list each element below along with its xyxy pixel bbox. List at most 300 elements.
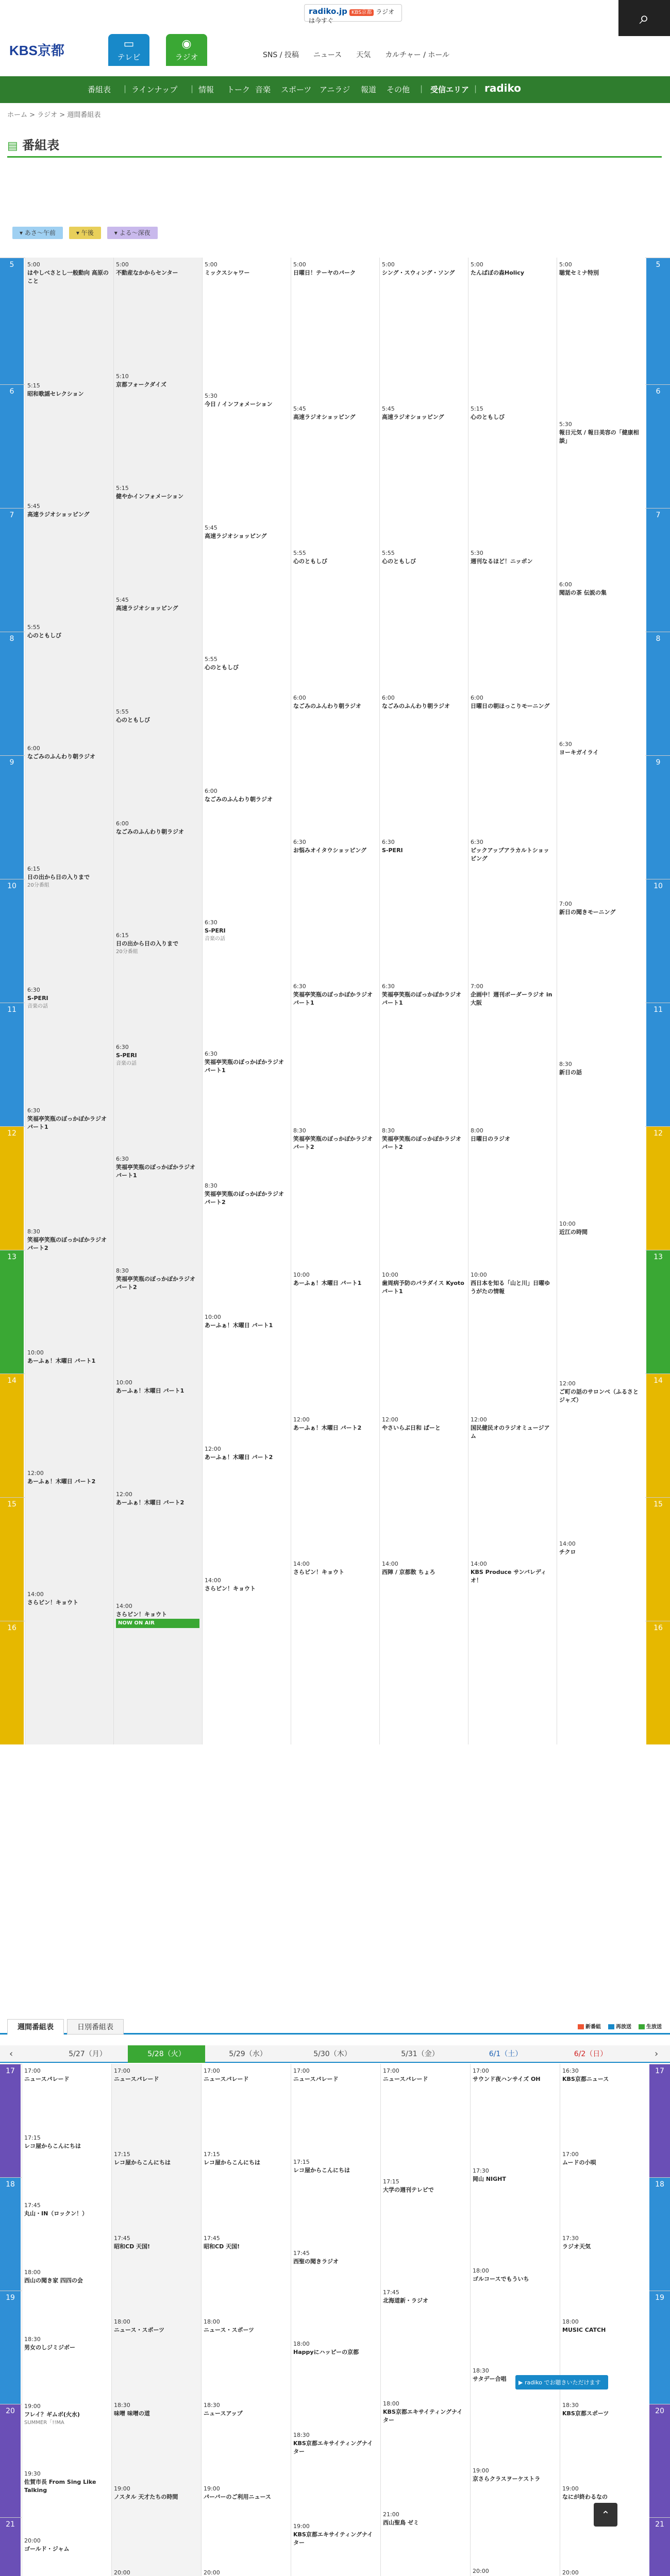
filter-afternoon[interactable] <box>69 227 101 239</box>
subnav-schedule[interactable]: 番組表 <box>88 85 111 94</box>
program-title: 佐賀市長 From Sing Like Talking <box>24 2478 96 2494</box>
program-item[interactable] <box>27 986 111 1103</box>
program-item[interactable] <box>116 1379 199 1486</box>
program-desc: 20分番組 <box>27 883 49 889</box>
program-item[interactable] <box>293 2158 378 2246</box>
program-time: 12:00 <box>205 1445 221 1452</box>
subnav-lineup[interactable]: ラインナップ <box>131 85 178 94</box>
filter-morning-label: あさ～午前 <box>24 229 56 236</box>
tv-tab-label: テレビ <box>117 53 141 62</box>
program-item[interactable] <box>114 2150 198 2231</box>
program-item[interactable] <box>293 2340 378 2428</box>
program-time: 18:30 <box>24 2336 41 2343</box>
program-time: 19:00 <box>293 2522 310 2530</box>
program-item[interactable] <box>471 405 554 545</box>
program-item[interactable] <box>293 838 377 978</box>
program-time: 18:30 <box>204 2402 220 2409</box>
program-item[interactable] <box>562 2401 647 2482</box>
hour-label: 18 <box>0 2177 21 2291</box>
program-time: 10:00 <box>27 1349 44 1356</box>
program-title: KBS Produce サンバレディオ！ <box>471 1568 547 1584</box>
search-button[interactable] <box>618 0 670 36</box>
program-item[interactable] <box>559 581 643 736</box>
program-item[interactable] <box>114 2401 198 2482</box>
program-item[interactable] <box>382 1416 465 1556</box>
top-nav <box>263 49 449 60</box>
program-item[interactable] <box>559 740 643 896</box>
subnav-music[interactable]: 音楽 <box>255 85 271 94</box>
program-item[interactable] <box>562 2067 647 2147</box>
program-item[interactable] <box>204 2569 288 2576</box>
hour-label: 5 <box>0 258 24 384</box>
subnav-anime[interactable]: アニラジ <box>320 85 350 94</box>
program-title: 聴覚セミナ特別 <box>559 269 599 276</box>
program-item[interactable] <box>116 1602 199 1710</box>
hour-label: 10 <box>646 879 670 1003</box>
program-time: 6:00 <box>382 694 395 701</box>
program-item[interactable] <box>559 261 643 416</box>
day-6-sun[interactable]: 6/2（日） <box>574 2050 608 2058</box>
day-column <box>201 2064 291 2576</box>
program-item[interactable] <box>383 2067 467 2175</box>
program-item[interactable] <box>116 820 199 927</box>
program-title: あーふぁ！木曜日 パート2 <box>116 1499 185 1506</box>
radio-tab[interactable] <box>166 34 207 66</box>
program-time: 17:15 <box>293 2158 310 2165</box>
program-item[interactable] <box>473 2467 557 2564</box>
program-item[interactable] <box>205 392 288 519</box>
program-item[interactable] <box>382 1127 465 1267</box>
day-4[interactable]: 5/31（金） <box>401 2050 439 2058</box>
program-time: 5:45 <box>27 503 40 510</box>
program-item[interactable] <box>204 2401 288 2482</box>
program-item[interactable] <box>116 484 199 592</box>
program-desc: 20分番組 <box>116 948 138 955</box>
program-item[interactable] <box>114 2485 198 2565</box>
program-desc: 音楽の話 <box>205 936 225 942</box>
program-title: フレイ？ギムボ(火水) <box>24 2411 80 2418</box>
hour-label: 20 <box>649 2404 670 2517</box>
program-time: 6:15 <box>116 931 129 939</box>
program-time: 8:30 <box>382 1127 395 1134</box>
program-title: 日曜日のラジオ <box>471 1136 510 1143</box>
chevron-down-icon: ▾ <box>114 229 118 236</box>
schedule-tabs <box>0 2016 670 2035</box>
program-title: 男女のしジミジボー <box>24 2344 75 2351</box>
program-item[interactable] <box>559 420 643 576</box>
program-time: 10:00 <box>116 1379 132 1386</box>
program-item[interactable] <box>471 1271 554 1411</box>
hour-label: 15 <box>0 1497 24 1621</box>
program-title: KBS京都スポーツ <box>562 2410 609 2417</box>
program-item[interactable] <box>114 2234 198 2315</box>
program-time: 5:30 <box>471 550 483 557</box>
program-title: さらピン！キョウト <box>205 1585 256 1592</box>
program-item[interactable] <box>204 2234 288 2315</box>
program-time: 5:45 <box>205 524 217 531</box>
program-item[interactable] <box>205 1182 288 1309</box>
program-item[interactable] <box>116 1490 199 1598</box>
program-item[interactable] <box>293 2249 378 2337</box>
program-time: 6:15 <box>27 866 40 873</box>
program-time: 5:30 <box>205 393 217 400</box>
program-title: 報日元気 / 報日美容の「健康相談」 <box>559 429 639 445</box>
program-title: あーふぁ！木曜日 パート2 <box>205 1453 273 1461</box>
program-item[interactable] <box>382 1560 465 1700</box>
play-icon: ▶ <box>518 2379 523 2386</box>
program-title: 心のともしび <box>205 664 239 671</box>
program-title: さらピン！キョウト <box>293 1568 344 1575</box>
program-title: 昭和CD 天国! <box>114 2243 150 2250</box>
program-item[interactable] <box>473 2567 557 2576</box>
program-item[interactable] <box>382 838 465 978</box>
program-item[interactable] <box>205 655 288 783</box>
program-item[interactable] <box>205 1050 288 1177</box>
filter-night-label: よる～深夜 <box>119 229 150 236</box>
nav-sns[interactable]: SNS / 投稿 <box>263 51 299 59</box>
hour-label: 11 <box>0 1003 24 1126</box>
program-item[interactable] <box>293 549 377 689</box>
program-title: さらピン！キョウト <box>116 1611 167 1618</box>
program-time: 17:15 <box>114 2151 130 2158</box>
time-filters <box>12 227 158 239</box>
program-time: 7:00 <box>559 901 572 908</box>
day-column <box>380 2064 470 2576</box>
program-title: なごみのふんわり朝ラジオ <box>116 828 184 835</box>
program-item[interactable] <box>293 2431 378 2519</box>
program-item[interactable] <box>473 2167 557 2264</box>
program-title: 笑福亭笑瓶のぽっかぽかラジオ パート1 <box>205 1059 284 1074</box>
scroll-top-button[interactable] <box>594 2503 617 2527</box>
program-title: 近江の時間 <box>559 1228 588 1235</box>
program-item[interactable] <box>27 744 111 861</box>
subnav-radiko[interactable]: radiko <box>484 82 522 94</box>
program-item[interactable] <box>204 2485 288 2565</box>
program-title: S-PERI <box>205 927 226 934</box>
tab-daily[interactable]: 日別番組表 <box>67 2019 124 2035</box>
program-time: 17:45 <box>293 2249 310 2257</box>
program-time: 5:15 <box>27 382 40 389</box>
program-time: 16:30 <box>562 2067 579 2074</box>
program-time: 8:30 <box>205 1182 217 1189</box>
program-item[interactable] <box>383 2400 467 2507</box>
program-desc: 音楽の話 <box>116 1060 137 1066</box>
next-week-icon[interactable]: › <box>655 2048 659 2059</box>
program-item[interactable] <box>559 1540 643 1696</box>
program-time: 17:15 <box>24 2134 41 2142</box>
program-item[interactable] <box>473 2267 557 2364</box>
program-item[interactable] <box>27 865 111 982</box>
program-item[interactable] <box>116 261 199 368</box>
program-item[interactable] <box>27 1228 111 1345</box>
program-item[interactable] <box>382 1271 465 1411</box>
program-title: 笑福亭笑瓶のぽっかぽかラジオ パート2 <box>27 1236 107 1252</box>
program-item[interactable] <box>27 1107 111 1224</box>
program-item[interactable] <box>205 1445 288 1572</box>
program-time: 14:00 <box>27 1590 44 1598</box>
program-item[interactable] <box>205 524 288 651</box>
program-time: 6:30 <box>205 919 217 926</box>
hour-label: 9 <box>0 755 24 879</box>
program-item[interactable] <box>204 2318 288 2398</box>
program-item[interactable] <box>293 1560 377 1700</box>
page-title-text: 番組表 <box>22 138 60 152</box>
program-item[interactable] <box>293 694 377 834</box>
program-item[interactable] <box>383 2511 467 2576</box>
program-title: サウンド夜ハンサイズ OH <box>473 2076 541 2082</box>
day-0[interactable]: 5/27（月） <box>69 2050 107 2058</box>
program-time: 18:30 <box>473 2367 489 2375</box>
day-5-sat[interactable]: 6/1（土） <box>489 2050 523 2058</box>
weekly-schedule-grid <box>0 258 670 1744</box>
program-title: 京さらクラスヲーケストラ <box>473 2476 541 2483</box>
program-title: 企画中！週刊ボーダーラジオ in 大阪 <box>471 991 552 1006</box>
program-title: ピックアップアラカルトショッピング <box>471 846 549 862</box>
program-time: 17:00 <box>293 2067 310 2074</box>
program-item[interactable] <box>27 1590 111 1707</box>
program-item[interactable] <box>27 502 111 619</box>
program-item[interactable] <box>293 1127 377 1267</box>
program-title: 聞話の茶 伝説の集 <box>559 589 607 596</box>
program-item[interactable] <box>24 2470 109 2534</box>
program-item[interactable] <box>382 982 465 1123</box>
chevron-down-icon: ▾ <box>76 229 79 236</box>
program-title: 西聖の聞きラジオ <box>293 2258 339 2265</box>
program-item[interactable] <box>562 2234 647 2315</box>
program-time: 14:00 <box>559 1540 576 1547</box>
program-time: 19:00 <box>473 2467 489 2475</box>
program-title: ニュースアップ <box>204 2410 243 2417</box>
program-title: 岡山 NIGHT <box>473 2176 506 2183</box>
program-item[interactable] <box>27 261 111 378</box>
program-item[interactable] <box>205 1313 288 1440</box>
program-title: ニュースパレード <box>24 2076 70 2082</box>
program-item[interactable] <box>116 1155 199 1263</box>
program-item[interactable] <box>204 2150 288 2231</box>
program-time: 21:00 <box>383 2511 399 2518</box>
program-time: 18:30 <box>114 2402 130 2409</box>
program-item[interactable] <box>382 261 465 401</box>
program-item[interactable] <box>382 694 465 834</box>
radiko-banner[interactable] <box>304 4 402 22</box>
program-item[interactable] <box>471 1560 554 1700</box>
program-item[interactable] <box>471 261 554 401</box>
day-column <box>468 258 557 1744</box>
program-title: あーふぁ！木曜日 パート2 <box>27 1478 96 1485</box>
program-item[interactable] <box>116 1043 199 1151</box>
program-item[interactable] <box>559 900 643 1056</box>
program-time: 17:30 <box>562 2234 579 2242</box>
program-item[interactable] <box>471 1127 554 1267</box>
program-item[interactable] <box>559 1380 643 1535</box>
program-title: ゴルコースでもういち <box>473 2276 529 2283</box>
program-title: 日の出から日の入りまで <box>116 940 178 947</box>
program-item[interactable] <box>114 2067 198 2147</box>
tv-tab[interactable] <box>108 34 149 66</box>
program-title: 不動産なかからセンター <box>116 269 178 276</box>
program-title: やさいらぶ日和 ぱーと <box>382 1424 441 1431</box>
filter-night[interactable] <box>107 227 158 239</box>
program-time: 20:00 <box>473 2567 489 2574</box>
program-item[interactable] <box>24 2134 109 2198</box>
program-time: 6:30 <box>293 982 306 990</box>
program-item[interactable] <box>293 982 377 1123</box>
program-time: 5:45 <box>382 405 395 413</box>
subnav-sports[interactable]: スポーツ <box>281 85 312 94</box>
program-time: 12:00 <box>559 1380 576 1387</box>
program-title: 心のともしび <box>471 414 505 421</box>
program-time: 7:00 <box>471 982 483 990</box>
program-item[interactable] <box>293 1416 377 1556</box>
program-time: 17:00 <box>473 2067 489 2074</box>
hour-label: 14 <box>646 1374 670 1497</box>
program-item[interactable] <box>204 2067 288 2147</box>
program-item[interactable] <box>116 931 199 1039</box>
program-item[interactable] <box>116 372 199 480</box>
program-item[interactable] <box>205 919 288 1046</box>
program-item[interactable] <box>116 1267 199 1375</box>
program-item[interactable] <box>27 1349 111 1466</box>
radiko-bubble[interactable] <box>515 2375 608 2389</box>
program-title: MUSIC CATCH <box>562 2326 606 2333</box>
program-item[interactable] <box>114 2318 198 2398</box>
program-title: たんばぼの森Holicy <box>471 269 524 276</box>
program-item[interactable] <box>293 405 377 545</box>
program-title: パーバーのご利用ニュース <box>204 2494 271 2501</box>
program-title: ご町の話のサロンベ（ふるさとジャズ） <box>559 1388 639 1404</box>
program-item[interactable] <box>382 549 465 689</box>
program-item[interactable] <box>24 2201 109 2265</box>
program-item[interactable] <box>473 2067 557 2164</box>
nav-culture[interactable]: カルチャー / ホール <box>385 51 450 59</box>
banner-tag: KBS京都 <box>349 9 374 16</box>
program-title: ノスタル 天才たちの時間 <box>114 2494 178 2501</box>
hour-label: 16 <box>646 1621 670 1744</box>
program-item[interactable] <box>383 2289 467 2396</box>
program-item[interactable] <box>471 694 554 834</box>
program-title: 昭和歌謡セレクション <box>27 390 84 397</box>
program-title: あーふぁ！木曜日 パート2 <box>293 1424 362 1431</box>
program-item[interactable] <box>383 2178 467 2285</box>
program-title: レコ屋からこんにちは <box>204 2159 260 2166</box>
program-title: お悩みオイタウショッピング <box>293 846 367 854</box>
subnav-other[interactable]: その他 <box>387 85 410 94</box>
program-time: 17:00 <box>562 2151 579 2158</box>
program-item[interactable] <box>293 1271 377 1411</box>
page-title <box>7 135 662 158</box>
program-item[interactable] <box>114 2569 198 2576</box>
program-item[interactable] <box>116 708 199 816</box>
schedule-icon: ▤ <box>7 140 18 152</box>
program-title: KBS京都エキサイティングナイター <box>293 2440 373 2455</box>
program-item[interactable] <box>116 596 199 704</box>
day-1-selected[interactable]: 5/28（火） <box>128 2045 205 2063</box>
program-item[interactable] <box>205 1577 288 1704</box>
program-item[interactable] <box>27 382 111 499</box>
program-item[interactable] <box>24 2067 109 2131</box>
program-item[interactable] <box>24 2268 109 2332</box>
program-item[interactable] <box>24 2335 109 2399</box>
program-time: 10:00 <box>559 1220 576 1227</box>
program-time: 6:30 <box>382 982 395 990</box>
site-logo[interactable]: KBS京都 <box>9 43 64 58</box>
program-title: 高速ラジオショッピング <box>293 414 356 421</box>
program-title: 新日の聞きモーニング <box>559 909 616 916</box>
program-time: 5:55 <box>293 550 306 557</box>
program-item[interactable] <box>205 261 288 388</box>
hour-label: 7 <box>0 508 24 632</box>
program-time: 5:10 <box>116 372 129 380</box>
tab-weekly[interactable]: 週間番組表 <box>7 2019 64 2035</box>
day-3[interactable]: 5/30（木） <box>313 2050 351 2058</box>
program-item[interactable] <box>471 1416 554 1556</box>
day-2[interactable]: 5/29（水） <box>229 2050 267 2058</box>
program-item[interactable] <box>205 787 288 914</box>
subnav-talk[interactable]: トーク <box>227 85 250 94</box>
program-title: さらピン！キョウト <box>27 1599 78 1606</box>
program-item[interactable] <box>382 405 465 545</box>
program-time: 18:00 <box>383 2400 399 2407</box>
program-desc: SUMMER「!!MA <box>24 2420 64 2426</box>
day-column <box>470 2064 560 2576</box>
program-title: Happyにハッピーの京都 <box>293 2349 359 2356</box>
program-time: 6:00 <box>205 787 217 794</box>
program-time: 17:45 <box>204 2234 220 2242</box>
program-item[interactable] <box>293 2522 378 2576</box>
subnav-area[interactable]: 受信エリア <box>430 85 470 94</box>
program-time: 5:15 <box>471 405 483 413</box>
program-item[interactable] <box>559 1220 643 1376</box>
program-item[interactable] <box>27 623 111 740</box>
program-title: ニュース・スポーツ <box>204 2326 255 2333</box>
program-time: 12:00 <box>27 1470 44 1477</box>
program-time: 5:00 <box>27 261 40 268</box>
subnav-info[interactable]: 情報 <box>198 85 214 94</box>
day-column <box>291 258 379 1744</box>
day-column <box>22 2064 111 2576</box>
breadcrumb[interactable]: ホーム > ラジオ > 週間番組表 <box>7 111 101 119</box>
nav-weather[interactable]: 天気 <box>356 51 371 59</box>
program-item[interactable] <box>471 838 554 978</box>
program-item[interactable] <box>24 2402 109 2466</box>
program-time: 12:00 <box>471 1416 487 1423</box>
filter-morning[interactable] <box>12 227 63 239</box>
program-item[interactable] <box>24 2537 109 2576</box>
program-item[interactable] <box>559 1060 643 1216</box>
prev-week-icon[interactable]: ‹ <box>9 2048 13 2059</box>
program-time: 18:00 <box>473 2267 489 2275</box>
program-item[interactable] <box>293 2067 378 2155</box>
program-title: 丸山・IN（ロックン！） <box>24 2210 88 2217</box>
hour-label: 6 <box>646 384 670 508</box>
program-time: 6:30 <box>27 986 40 993</box>
program-item[interactable] <box>471 982 554 1123</box>
program-title: 笑福亭笑瓶のぽっかぽかラジオ パート2 <box>116 1275 195 1291</box>
program-item[interactable] <box>27 1469 111 1586</box>
program-time: 17:00 <box>24 2067 41 2074</box>
program-item[interactable] <box>562 2569 647 2576</box>
program-item[interactable] <box>471 549 554 689</box>
program-title: ヨーキガイライ <box>559 749 599 756</box>
hour-label: 13 <box>646 1250 670 1374</box>
program-item[interactable] <box>562 2150 647 2231</box>
program-item[interactable] <box>293 261 377 401</box>
nav-news[interactable]: ニュース <box>313 51 342 59</box>
program-title: ムードの小唄 <box>562 2159 596 2166</box>
subnav-report[interactable]: 報道 <box>361 85 377 94</box>
program-title: チクロ <box>559 1548 576 1555</box>
program-title: ニュースパレード <box>114 2076 159 2082</box>
